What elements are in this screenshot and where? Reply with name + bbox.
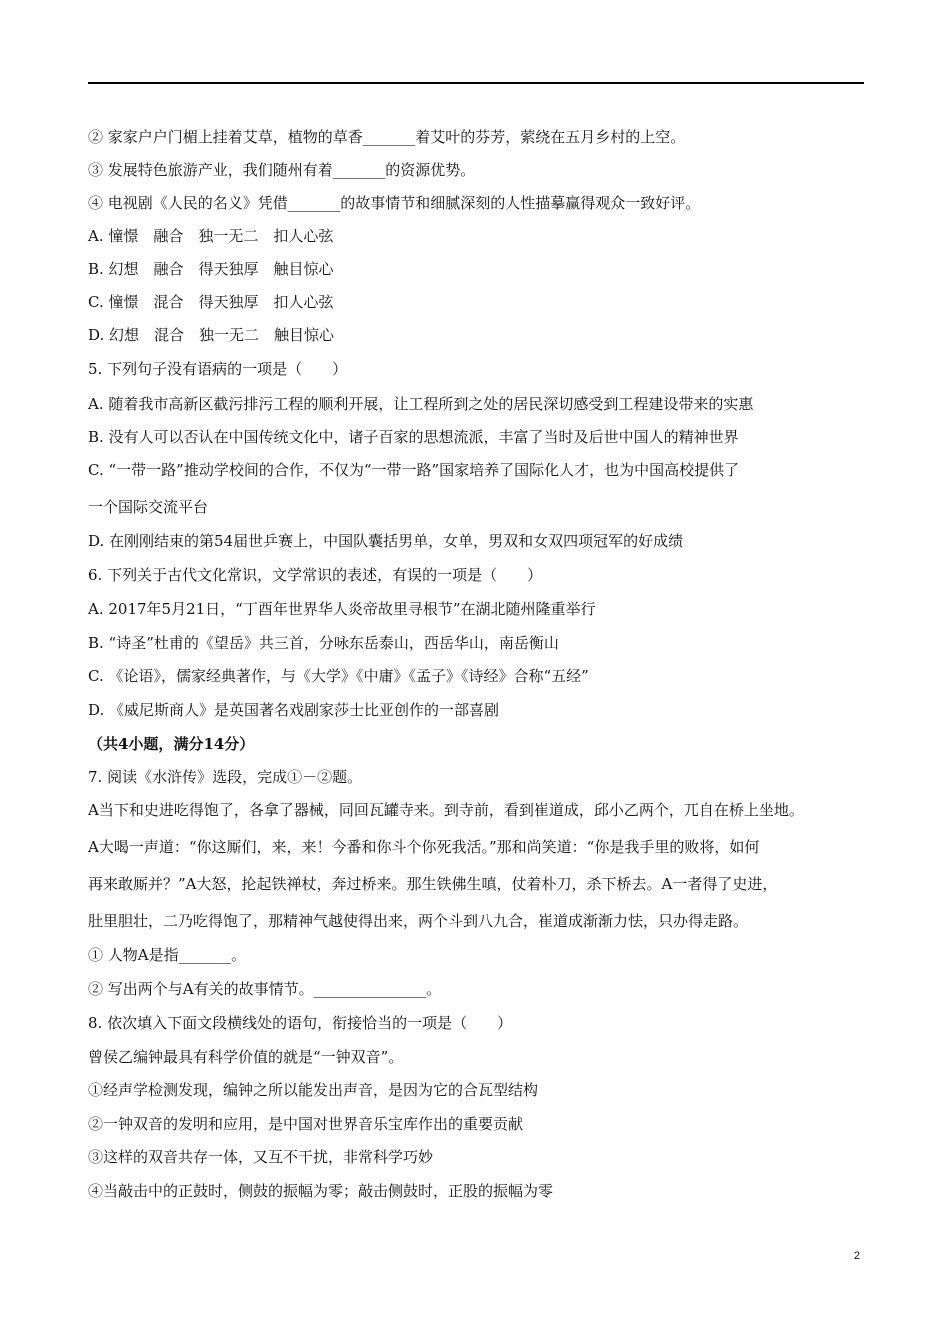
question-stem: 5. 下列句子没有语病的一项是（ ） (88, 360, 348, 378)
header-rule (88, 82, 864, 84)
section-heading: （共4小题，满分14分） (88, 735, 255, 753)
text-line: ③ 发展特色旅游产业，我们随州有着_______的资源优势。 (88, 161, 476, 179)
option-line: A. 2017年5月21日，“丁酉年世界华人炎帝故里寻根节”在湖北随州隆重举行 (88, 600, 596, 618)
sub-question: ① 人物A是指_______。 (88, 946, 247, 964)
option-line: A. 憧憬 融合 独一无二 扣人心弦 (88, 227, 334, 245)
sentence-item: ④当敲击中的正鼓时，侧鼓的振幅为零；敲击侧鼓时，正股的振幅为零 (88, 1182, 554, 1200)
question-stem: 7. 阅读《水浒传》选段，完成①－②题。 (88, 768, 363, 786)
option-line: D. 《威尼斯商人》是英国著名戏剧家莎士比亚创作的一部喜剧 (88, 701, 500, 719)
option-line: B. 没有人可以否认在中国传统文化中，诸子百家的思想流派，丰富了当时及后世中国人的精神世界 (88, 428, 739, 446)
option-line: A. 随着我市高新区截污排污工程的顺利开展，让工程所到之处的居民深切感受到工程建设带来的实惠 (88, 395, 754, 413)
option-line: C. 憧憬 混合 得天独厚 扣人心弦 (88, 293, 334, 311)
sentence-item: ①经声学检测发现，编钟之所以能发出声音，是因为它的合瓦型结构 (88, 1081, 539, 1099)
question-stem: 6. 下列关于古代文化常识，文学常识的表述，有误的一项是（ ） (88, 566, 543, 584)
passage-line: 再来敢厮并？”A大怒，抡起铁禅杖，奔过桥来。那生铁佛生嗔，仗着朴刀，杀下桥去。A一者得了史进， (88, 875, 778, 893)
option-line: C. “一带一路”推动学校间的合作，不仅为“一带一路”国家培养了国际化人才，也为中国高校提供了 (88, 461, 740, 479)
text-line: ④ 电视剧《人民的名义》凭借_______的故事情节和细腻深刻的人性描摹赢得观众一致好评。 (88, 194, 701, 212)
text-line: ② 家家户户门楣上挂着艾草，植物的草香_______着艾叶的芬芳，萦绕在五月乡村的上空。 (88, 128, 686, 146)
question-stem: 8. 依次填入下面文段横线处的语句，衔接恰当的一项是（ ） (88, 1014, 513, 1032)
option-line: 一个国际交流平台 (88, 498, 209, 516)
passage-line: A当下和史进吃得饱了，各拿了器械，同回瓦罐寺来。到寺前，看到崔道成，邱小乙两个，兀自在桥上坐地。 (88, 801, 804, 819)
passage-line: A大喝一声道：“你这厮们，来，来！今番和你斗个你死我活。”那和尚笑道：“你是我手里的败将，如何 (88, 838, 760, 856)
page-number: 2 (853, 1250, 860, 1262)
sentence-item: ②一钟双音的发明和应用，是中国对世界音乐宝库作出的重要贡献 (88, 1115, 524, 1133)
option-line: D. 幻想 混合 独一无二 触目惊心 (88, 326, 335, 344)
sentence-item: ③这样的双音共存一体，又互不干扰，非常科学巧妙 (88, 1148, 434, 1166)
option-line: B. 幻想 融合 得天独厚 触目惊心 (88, 260, 334, 278)
sub-question: ② 写出两个与A有关的故事情节。_______________。 (88, 980, 442, 998)
option-line: D. 在刚刚结束的第54届世乒赛上，中国队囊括男单，女单，男双和女双四项冠军的好成绩 (88, 532, 684, 550)
option-line: C. 《论语》，儒家经典著作，与《大学》《中庸》《孟子》《诗经》合称“五经” (88, 667, 589, 685)
passage-line: 肚里胆壮，二乃吃得饱了，那精神气越使得出来，两个斗到八九合，崔道成渐渐力怯，只办得走路。 (88, 912, 749, 930)
passage-line: 曾侯乙编钟最具有科学价值的就是“一钟双音”。 (88, 1048, 404, 1066)
option-line: B. “诗圣”杜甫的《望岳》共三首，分咏东岳泰山，西岳华山，南岳衡山 (88, 634, 559, 652)
